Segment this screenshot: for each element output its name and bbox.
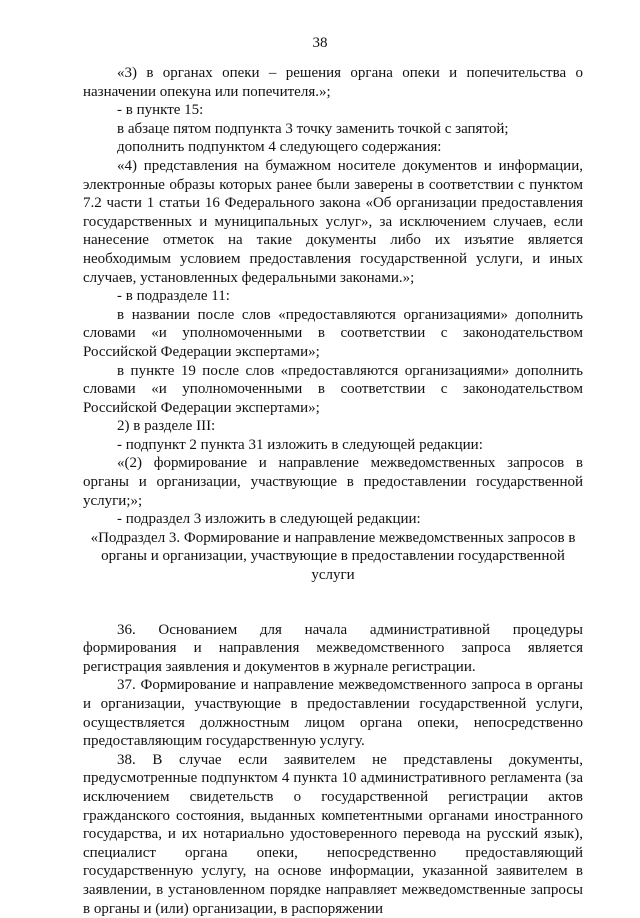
document-body <box>83 64 583 918</box>
paragraph: «3) в органах опеки – решения органа опеки и попечительства о назначении опекуна или попечителя.»; <box>83 65 583 100</box>
paragraph: в названии после слов «предоставляются организациями» дополнить словами «и уполномоченными в соответствии с законодательством Российской Федерации экспертами»; <box>83 306 583 360</box>
page-number: 38 <box>312 35 328 51</box>
paragraph: дополнить подпунктом 4 следующего содержания: <box>117 139 442 156</box>
clause: 37. Формирование и направление межведомственного запроса в органы и организации, участвующие в предоставлении государственной услуги, осуществляется должностным лицом органа опеки, непосредственно предоставляющим государственную услугу. <box>83 677 583 750</box>
paragraph: - подраздел 3 изложить в следующей редакции: <box>117 511 421 528</box>
paragraph: в пункте 19 после слов «предоставляются организациями» дополнить словами «и уполномоченными в соответствии с законодательством Российской Федерации экспертами»; <box>83 362 583 416</box>
clause: 36. Основанием для начала административной процедуры формирования и направления межведомственного запроса является регистрация заявления и документов в журнале регистрации. <box>83 621 583 675</box>
paragraph: в абзаце пятом подпункта 3 точку заменить точкой с запятой; <box>117 120 509 137</box>
paragraph: «4) представления на бумажном носителе документов и информации, электронные образы которых ранее были заверены в соответствии с пунктом 7.2 части 1 статьи 16 Федерального закона «Об организации предоставления государственных и муниципальных услуг», за исключением случаев, если нанесение отметок на такие документы либо их изъятие является необходимым условием предоставления государственной услуги, и иных случаев, установленных федеральными законами.»; <box>83 157 583 286</box>
paragraph: - подпункт 2 пункта 31 изложить в следующей редакции: <box>117 436 483 453</box>
subsection-title: «Подраздел 3. Формирование и направление межведомственных запросов в органы и организации, участвующие в предоставлении государственной услуги <box>90 529 576 584</box>
clause: 38. В случае если заявителем не представлены документы, предусмотренные подпунктом 4 пункта 10 административного регламента (за исключением свидетельств о государственной регистрации актов гражданского состояния, выданных компетентными органами иностранного государства, и их нотариально удостоверенного перевода на русский язык), специалист органа опеки, непосредственно предоставляющий государственную услугу, на основе информации, указанной заявителем в заявлении, в установленном порядке направляет межведомственные запросы в органы и (или) организации, в распоряжении <box>83 751 583 917</box>
paragraph: - в пункте 15: <box>117 102 204 119</box>
paragraph: 2) в разделе III: <box>117 418 216 435</box>
paragraph: - в подразделе 11: <box>117 288 230 305</box>
paragraph: «(2) формирование и направление межведомственных запросов в органы и организации, участвующие в предоставлении государственной услуги;»; <box>83 455 583 509</box>
spacer <box>83 585 583 621</box>
